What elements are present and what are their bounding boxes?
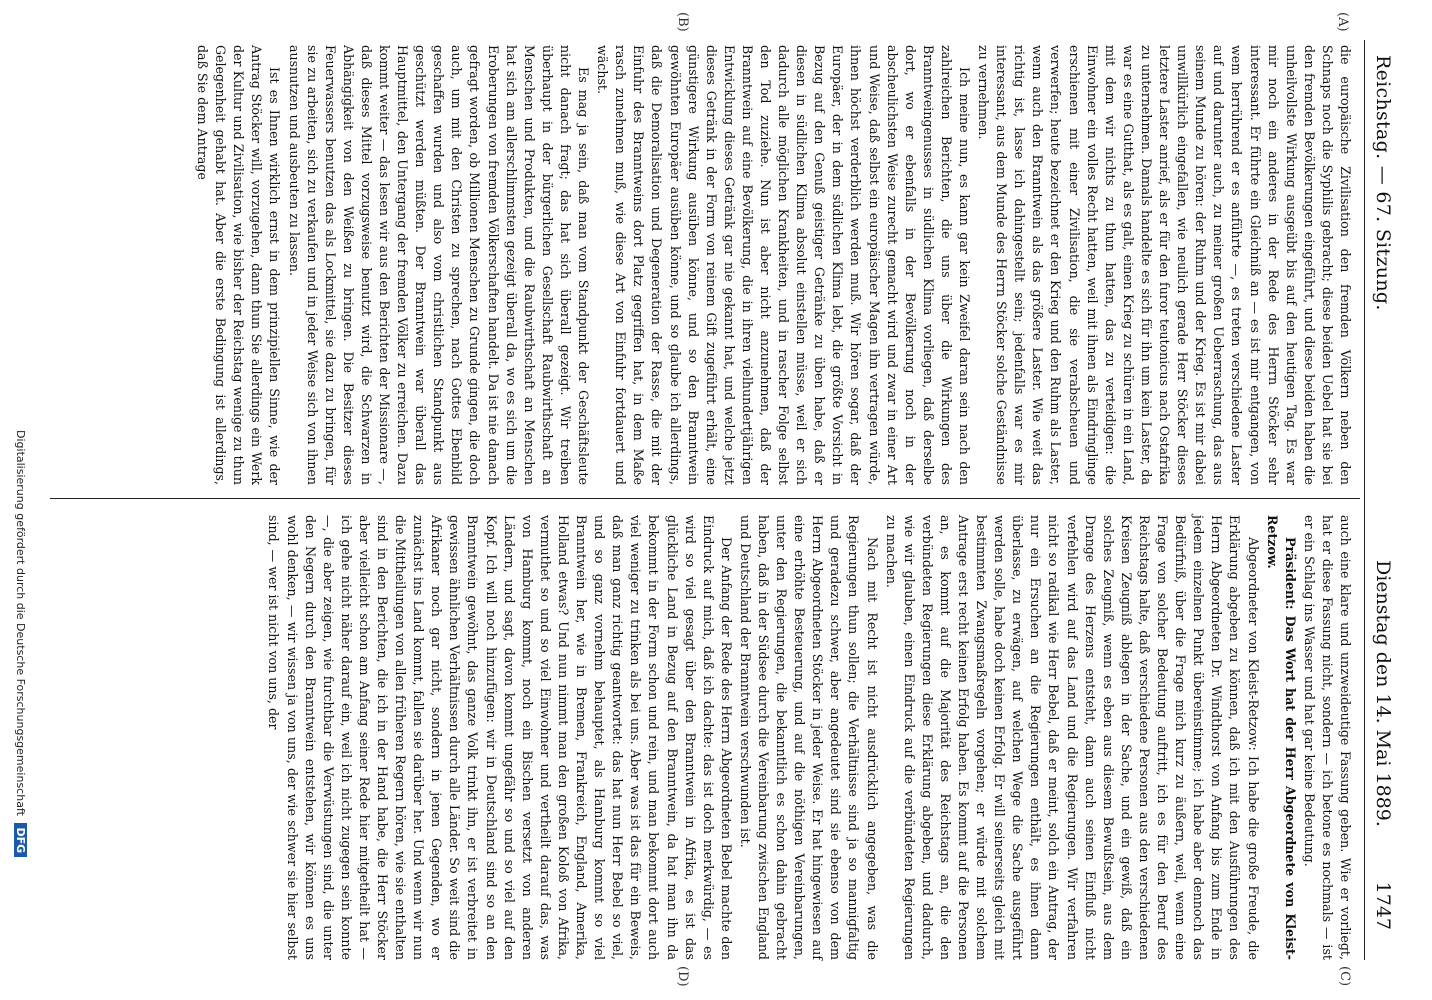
digitization-credit	[14, 430, 27, 857]
left-column	[192, 45, 1354, 485]
paragraph: Ist es Ihnen wirklich ernst in dem prinzipiellen Sinne, wie der Antrag Stöcker will, vorzugehen, dann thun Sie allerdings ein Werk der Kultur und Zivilisation, wie bisher der Reichstag wenige zu thun Gelegenheit gehabt hat. Aber die erste Bedingung ist allerdings, daß Sie dem Antrage	[195, 45, 283, 485]
header-chamber-session: Reichstag. — 67. Sitzung.	[1372, 55, 1394, 311]
paragraph-speech: Abgeordneter von Kleist-Retzow: Ich habe die große Freude, die Erklärung abgeben zu können, daß ich mit den Ausführungen des Herrn Abgeordneten Dr. Windthorst von Anfang bis zum Ende in jedem einzelnen Punkt übereinstimme; ich habe aber dennoch das Bedürfniß, über die Frage mich kurz zu äußern, weil, wenn eine Frage von solcher Bedeutung auftritt, ich es für den Beruf des Reichstags halte, daß verschiedene Personen aus den verschiedenen Kreisen Zeugniß ablegen in der Sache, und ein gewiß, daß ein solches Zeugniß, wenn es eben aus diesem Bewußtsein, aus dem Drange des Herzens entsteht, dann auch seinen Einfluß nicht verfehlen wird auf das Land und die Regierungen. Wir verfahren nicht so radikal wie Herr Bebel, daß er meint, solch ein Antrag, der nur ein Ersuchen an die Regierungen enthält, es ihnen dann überlasse, zu erwägen, auf welchen Wege die Sache ausgeführt werden solle, habe doch keinen Erfolg. Er will seinerseits gleich mit bestimmten Zwangsmaßregeln vorgehen; er würde mit solchem Antrage erst recht keinen Erfolg haben. Es kommt auf die Personen an, es kommt auf die Majorität des Reichstags an, die den verbündeten Regierungen diese Erklärung abgeben, und dadurch, wie wir glauben, einen Eindruck auf die verbündeten Regierungen zu machen.	[883, 515, 1261, 960]
paragraph: Es mag ja sein, daß man vom Standpunkt der Geschäftsleute nicht danach fragt; das hat sich überall gezeigt. Wir treiben überhaupt in der bürgerlichen Gesellschaft Raubwirthschaft an Menschen und Produkten, und die Raubwirthschaft an Menschen hat sich am allerschlimmsten gezeigt überall da, wo es sich um die Eroberungen von fremden Völkerschaften handelt. Da ist nie danach gefragt worden, ob Millionen Menschen zu Grunde gingen, die doch auch, um mit den Christen zu sprechen, nach Gottes Ebenbild geschaffen wurden und also vom christlichen Standpunkt aus geschützt werden müßten. Der Branntwein war überall das Hauptmittel, den Untergang der fremden Völker zu erreichen. Dazu kommt weiter — das lesen wir aus den Berichten der Missionare —, daß dieses Mittel vorzugsweise benutzt wird, die Schwarzen in Abhängigkeit von den Weißen zu bringen. Die Besitzer dieses Feuerwassers benutzen das als Lockmittel, sie dazu zu bringen, für sie zu arbeiten, sich zu verkaufen und in jeder Weise sich von ihnen ausnutzen und ausbeuten zu lassen.	[286, 45, 592, 485]
right-column	[263, 515, 1354, 960]
paragraph: Nach mit Recht ist nicht ausdrücklich angegeben, was die Regierungen thun sollen; die Verhältnisse sind ja so mannigfaltig und geradezu schwer, aber angedeutet sind sie ebenso von dem Herrn Abgeordneten Stöcker in jeder Weise. Er hat hingewiesen auf eine erhöhte Besteuerung, und auf die nöthigen Vereinbarungen, unter den Regierungen, die bekanntlich es schon dahin gebracht haben, daß in der Südsee durch die Vereinbarung zwischen England und Deutschland der Branntwein verschwunden ist.	[737, 515, 880, 960]
paragraph: Der Anfang der Rede des Herrn Abgeordneten Bebel machte den Eindruck auf mich, daß ich dachte: das ist doch merkwürdig, — es wird so viel gesagt über den Branntwein in Afrika, es ist das glückliche Land in Bezug auf den Branntwein, da hat man ihn da bekommt in der Form schon und rein, und man bekommt dort auch viel weniger zu trinken als bei uns. Aber was ist das für ein Beweis, daß man ganz richtig geantwortet: das hat nun Herr Bebel so viel, und so ganz vornehm behauptet, als Hamburg kommt so viel Branntwein her, wie in Bremen, Frankreich, England, Amerika, Holland etwas? Und nun nimmt man den großen Koloß von Afrika, vermuthet so und so viel Einwohner und vertheilt darauf das, was von Hamburg kommt, noch ein Bischen versetzt von anderen Ländern, und sagt, davon kommt ungefähr so und so viel auf den Kopf. Ich will noch hinzufügen: wir in Deutschland sind so an den Branntwein gewöhnt, das ganze Volk trinkt ihn, er ist verbreitet in gewissen ähnlichen Verhältnissen durch alle Länder. So weit sind die Afrikaner noch gar nicht, sondern in jenen Gegenden, wo er zunächst ins Land kommt, fallen sie darüber her. Und wenn wir nun die Mittheilungen von allen früheren Regern hören, wie sie enthalten sind in den Berichten, die ich in der Hand habe, die Herr Stöcker aber vielleicht schon am Anfang seiner Rede hier mitgetheilt hat — ich gehe nicht näher darauf ein, weil ich nicht zugegen sein konnte —, die aber zeigen, wie furchtbar die Verwüstungen sind, die unter den Negern durch den Branntwein entstehen, wir können es uns wohl denken, — wir wissen ja von uns, der wie schwer sie hier selbst sind, — wer ist nicht von uns, der	[266, 515, 734, 960]
paragraph: die europäische Zivilisation den fremden Völkern neben den Schnaps noch die Syphilis gebracht; diese beiden Uebel hat sie bei den fremden Bevölkerungen eingeführt, und diese beiden haben die unheilvollste Wirkung ausgeübt bis auf den heutigen Tag. Es war mir noch ein anderes in der Rede des Herrn Stöcker sehr interessant. Er führte ein Gleichniß an — es ist mir entgangen, von wem herrührend er es anführte —, es treten verschiedene Laster auf und darunter auch, zu meiner großen Ueberraschung, das aus seinem Munde zu hören: der Ruhm und der Krieg. Es ist mir dabei unwillkürlich eingefallen, wie neulich gerade Herr Stöcker dieses letztere Laster anrief, als er für den furor teutonicus nach Ostafrika zu unternehmen. Damals handelte es sich für ihn um kein Laster, da war es eine Gutthat, als es galt, einen Krieg zu schüren in ein Land, mit dem wir nichts zu thun hatten, das zu verteidigen: die Einwohner ein volles Recht hatten, weil mit ihnen als Eindringlinge erschienen mit einer Zivilisation, die sie verabscheuen und verwerfen; heute bezeichnet er den Krieg und den Ruhm als Laster, wenn auch den Branntwein als das größere Laster. Wie weit das richtig ist, lasse ich dahingestellt sein; jedenfalls war es mir interessant, aus dem Munde des Herrn Stöcker solche Geständnisse zu vernehmen.	[976, 45, 1353, 485]
margin-mark-b: (B)	[675, 12, 690, 32]
page-number: 1747	[1372, 881, 1394, 930]
credit-text: Digitalisierung gefördert durch die Deutsche Forschungsgemeinschaft	[14, 430, 27, 816]
paragraph: Ich meine nun, es kann gar kein Zweifel daran sein nach den zahlreichen Berichten, die uns über die Wirkungen des Branntweingenusses in südlichen Klima vorliegen, daß derselbe dort, wo er ebenfalls in der Bevölkerung noch in der abscheulichsten Weise zurecht gemacht wird und zwar in einer Art und Weise, daß selbst ein europäischer Magen ihn vertragen würde, ihnen höchst verderblich werden muß. Wir hören sogar, daß der Europäer, der in dem südlichen Klima lebt, die größte Vorsicht in Bezug auf den Genuß geistiger Getränke zu üben habe, daß er diesen in südlichen Klima absolut einstellen müsse, weil er sich dadurch alle möglichen Krankheiten, und in rascher Folge selbst den Tod zuziehe. Nun ist aber nicht anzunehmen, daß der Branntwein auf eine Bevölkerung, die in ihren vielhundertjährigen Entwicklung dieses Getränk gar nie gekannt hat, und welche jetzt dieses Getränk in der Form von reinem Gift zugeführt erhält, eine günstigere Wirkung ausüben könne, und so den Branntwein gewöhnten Europäer ausüben könne, und so glaube ich allerdings, daß die Demoralisation und Degeneration der Rasse, die mit der Einfuhr des Branntweins dort Platz gegriffen hat, in dem Maße rasch zunehmen muß, wie diese Art von Einfuhr fortdauert und wächst.	[595, 45, 973, 485]
header-rule	[1364, 40, 1365, 960]
header-date: Dienstag den 14. Mai 1889.	[1372, 560, 1394, 827]
margin-mark-c: (C)	[1337, 966, 1352, 987]
paragraph: auch eine klare und unzweideutige Fassung geben. Wie er vorliegt, hat er diese Fassung nicht, sondern — ich betone es nochmals — ist er ein Schlag ins Wasser und hat gar keine Bedeutung.	[1301, 515, 1353, 960]
running-header	[1364, 55, 1394, 960]
column-separator	[50, 498, 1360, 499]
margin-mark-d: (D)	[675, 966, 690, 987]
margin-mark-a: (A)	[1335, 12, 1350, 32]
dfg-logo: DFG	[14, 823, 27, 857]
president-remark: Präsident: Das Wort hat der Herr Abgeordnete von Kleist-Retzow.	[1264, 515, 1298, 960]
